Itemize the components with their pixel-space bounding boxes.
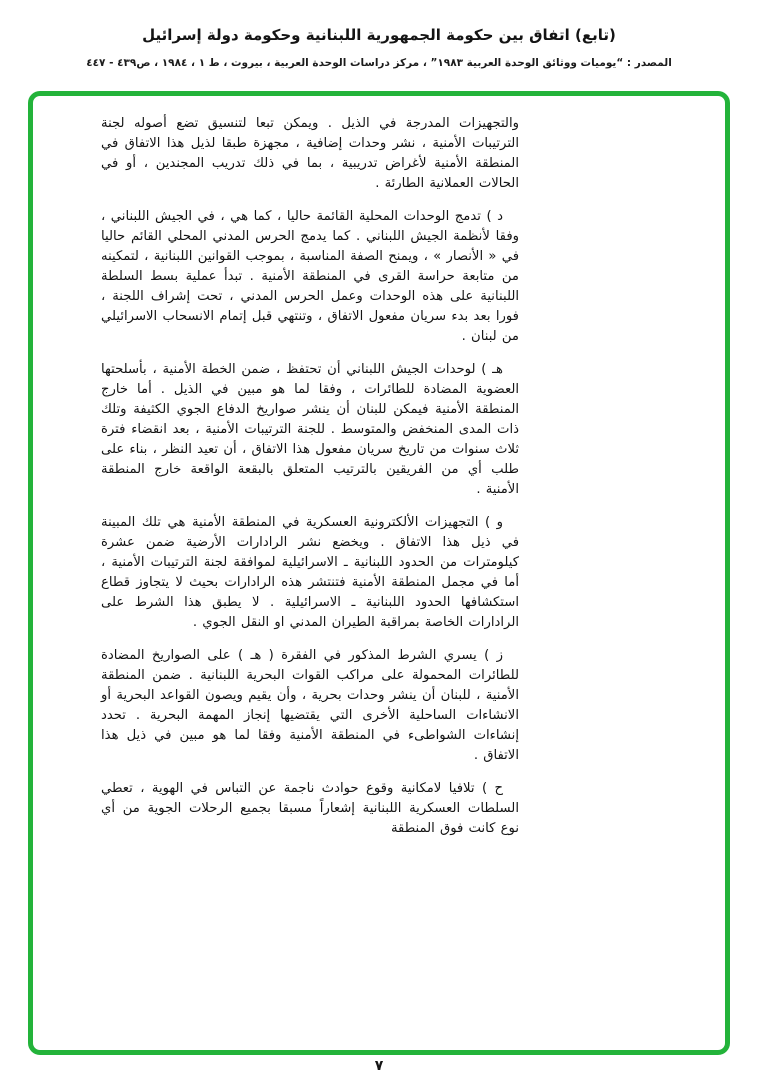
paragraph-continuation: والتجهيزات المدرجة في الذيل . ويمكن تبعا لتنسيق تضع أصوله لجنة الترتيبات الأمنية ، نشر وحدات إضافية ، مجهزة طبقا لذيل هذا الاتفاق في المنطقة الأمنية لأغراض تدريبية ، بما في ذلك تدريب المجندين ، أو في الحالات العملانية الطارئة . (101, 116, 519, 191)
paragraph-d: د ) تدمج الوحدات المحلية القائمة حاليا ، كما هي ، في الجيش اللبناني ، وفقا لأنظمة الجيش اللبناني . كما يدمج الحرس المدني المحلي القائم حاليا في « الأنصار » ، ويمنح الصفة المناسبة ، بموجب القوانين اللبنانية ، لتمكينه من متابعة حراسة القرى في المنطقة الأمنية . تبدأ عملية بسط السلطة اللبنانية على هذه الوحدات وعمل الحرس المدني ، تحت إشراف اللجنة ، فورا بعد بدء سريان مفعول الاتفاق ، وتنتهي قبل إتمام الانسحاب الاسرائيلي من لبنان . (101, 209, 519, 344)
content-frame (28, 91, 730, 1055)
document-title: (تابع) اتفاق بين حكومة الجمهورية اللبنانية وحكومة دولة إسرائيل (142, 26, 616, 44)
body-text (101, 114, 519, 852)
paragraph-z: ز ) يسري الشرط المذكور في الفقرة ( هـ ) على الصواريخ المضادة للطائرات المحمولة على مراكب القوات البحرية اللبنانية . ضمن المنطقة الأمنية ، للبنان أن ينشر وحدات بحرية ، وأن يقيم ويصون القواعد البحرية أو الانشاءات الساحلية الأخرى التي يقتضيها إنجاز المهمة البحرية . تحدد إنشاءات الشواطىء في المنطقة الأمنية وفقا لما هو مبين في ذيل هذا الاتفاق . (101, 648, 519, 763)
source-line: المصدر : “يوميات ووثائق الوحدة العربية ١٩٨٣” ، مركز دراسات الوحدة العربية ، بيروت ، ط ١ ، ١٩٨٤ ، ص٤٣٩ - ٤٤٧ (86, 57, 672, 69)
paragraph-hh: ح ) تلافيا لامكانية وقوع حوادث ناجمة عن التباس في الهوية ، تعطي السلطات العسكرية اللبنانية إشعاراً مسبقا بجميع الرحلات الجوية من أي نوع كانت فوق المنطقة (101, 781, 519, 836)
page-number: ٧ (374, 1058, 384, 1074)
paragraph-w: و ) التجهيزات الألكترونية العسكرية في المنطقة الأمنية هي تلك المبينة في ذيل هذا الاتفاق . ويخضع نشر الرادارات الأرضية ضمن عشرة كيلومترات من الحدود اللبنانية ـ الاسرائيلية لموافقة لجنة الترتيبات الأمنية ، أما في مجمل المنطقة الأمنية فتنتشر هذه الرادارات بحيث لا يتجاوز قطاع استكشافها الحدود اللبنانية ـ الاسرائيلية . لا يطبق هذا الشرط على الرادارات الخاصة بمراقبة الطيران المدني او النقل الجوي . (101, 515, 519, 630)
paragraph-h: هـ ) لوحدات الجيش اللبناني أن تحتفظ ، ضمن الخطة الأمنية ، بأسلحتها العضوية المضادة للطائرات ، وفقا لما هو مبين في الذيل . أما خارج المنطقة الأمنية فيمكن للبنان أن ينشر صواريخ الدفاع الجوي الكثيفة وتلك ذات المدى المنخفض والمتوسط . للجنة الترتيبات الأمنية ، بعد انقضاء فترة ثلاث سنوات من تاريخ سريان مفعول هذا الاتفاق ، أن تعيد النظر ، بناء على طلب أي من الفريقين بالترتيب المتعلق بالبقعة الواقعة خارج المنطقة الأمنية . (101, 362, 519, 497)
